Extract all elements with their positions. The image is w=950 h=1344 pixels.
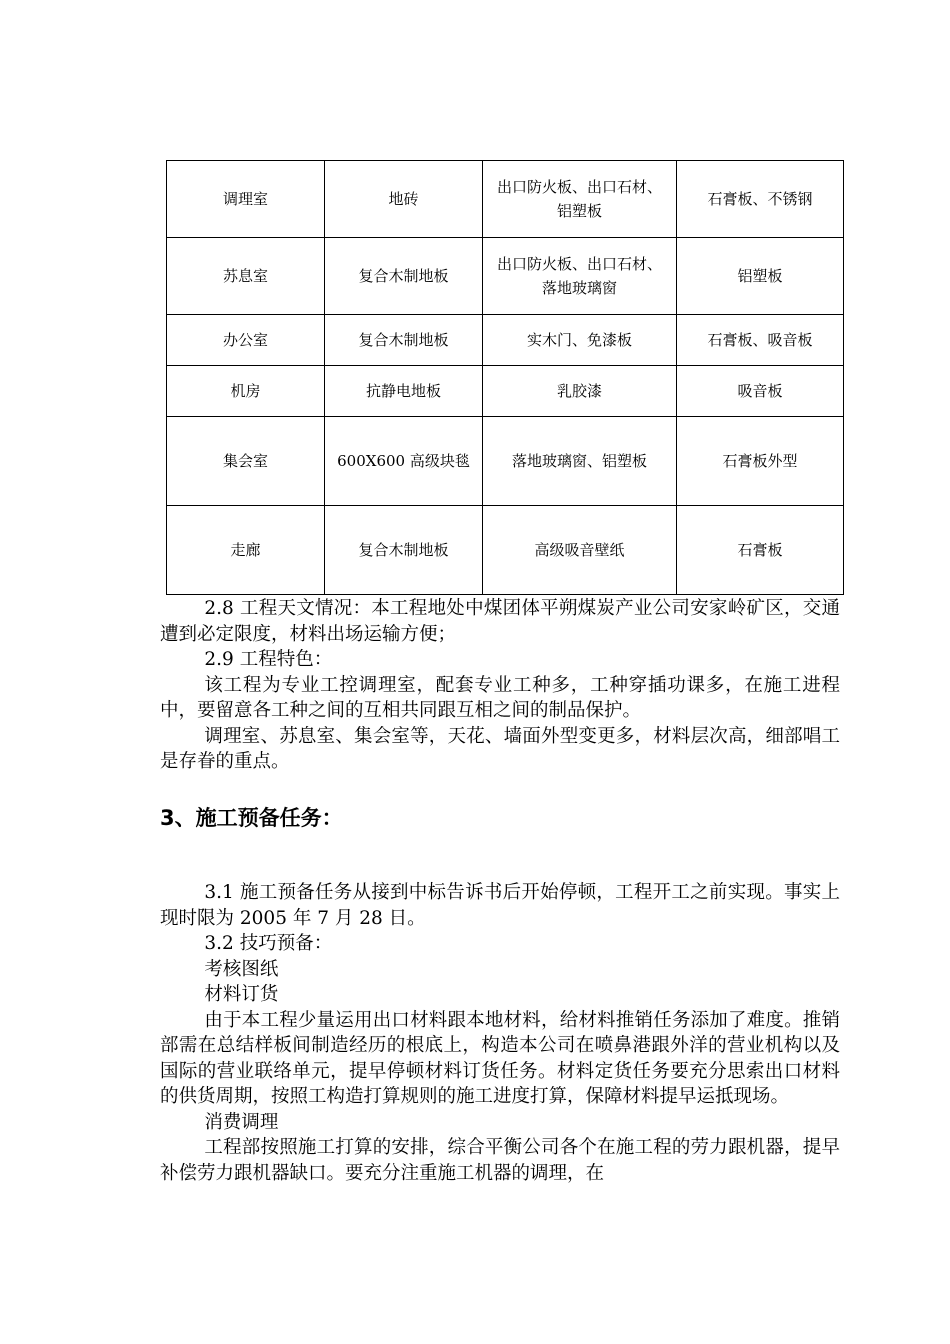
table-cell: 机房 [167, 366, 325, 417]
table-row [167, 506, 844, 595]
paragraph-dispatch: 消费调理 [204, 1111, 279, 1133]
table-cell: 高级吸音壁纸 [483, 506, 677, 595]
table-row [167, 366, 844, 417]
table-cell: 出口防火板、出口石材、落地玻璃窗 [483, 238, 677, 315]
section-3-heading: 3、施工预备任务： [160, 806, 343, 830]
table-cell: 600X600 高级块毯 [325, 417, 483, 506]
paragraph-features: 该工程为专业工控调理室，配套专业工种多，工种穿插功课多，在施工进程中，要留意各工种之间的互相共同跟互相之间的制品保护。 [160, 674, 840, 721]
table-cell: 复合木制地板 [325, 506, 483, 595]
materials-table [166, 160, 844, 595]
paragraph-engineering-dept: 工程部按照施工打算的安排，综合平衡公司各个在施工程的劳力跟机器，提早补偿劳力跟机器缺口。要充分注重施工机器的调理，在 [160, 1137, 840, 1184]
table-row [167, 238, 844, 315]
table-cell: 走廊 [167, 506, 325, 595]
paragraph-procurement: 由于本工程少量运用出口材料跟本地材料，给材料推销任务添加了难度。推销部需在总结样板间制造经历的根底上，构造本公司在喷鼻港跟外洋的营业机构以及国际的营业联络单元，提早停顿材料订货任务。材料定货任务要充分思索出口材料的供货周期，按照工构造打算规则的施工进度打算，保障材料提早运抵现场。 [160, 1009, 840, 1107]
table-cell: 铝塑板 [677, 238, 844, 315]
paragraph-2-8: 2.8 工程天文情况：本工程地处中煤团体平朔煤炭产业公司安家岭矿区，交通遭到必定限度，材料出场运输方便； [160, 598, 840, 645]
table-cell: 吸音板 [677, 366, 844, 417]
table-cell: 地砖 [325, 161, 483, 238]
table-cell: 石膏板、吸音板 [677, 315, 844, 366]
table-row [167, 315, 844, 366]
paragraph-3-2: 3.2 技巧预备： [204, 933, 333, 954]
table-cell: 实木门、免漆板 [483, 315, 677, 366]
table-row [167, 161, 844, 238]
table-cell: 石膏板 [677, 506, 844, 595]
paragraph-review-drawings: 考核图纸 [204, 958, 279, 980]
table-cell: 出口防火板、出口石材、铝塑板 [483, 161, 677, 238]
table-cell: 复合木制地板 [325, 315, 483, 366]
table-cell: 乳胶漆 [483, 366, 677, 417]
section-2-text [160, 596, 840, 775]
table-cell: 苏息室 [167, 238, 325, 315]
table-cell: 办公室 [167, 315, 325, 366]
paragraph-2-9: 2.9 工程特色： [204, 649, 333, 670]
table-cell: 石膏板、不锈钢 [677, 161, 844, 238]
section-3-text [160, 880, 840, 1186]
table-cell: 抗静电地板 [325, 366, 483, 417]
table-cell: 调理室 [167, 161, 325, 238]
table-cell: 复合木制地板 [325, 238, 483, 315]
paragraph-3-1: 3.1 施工预备任务从接到中标告诉书后开始停顿，工程开工之前实现。事实上现时限为 2005 年 7 月 28 日。 [160, 882, 840, 929]
paragraph-focus: 调理室、苏息室、集会室等，天花、墙面外型变更多，材料层次高，细部唱工是存眷的重点。 [160, 725, 840, 772]
table-cell: 集会室 [167, 417, 325, 506]
paragraph-material-order: 材料订货 [204, 984, 279, 1005]
table-cell: 落地玻璃窗、铝塑板 [483, 417, 677, 506]
table-cell: 石膏板外型 [677, 417, 844, 506]
table-row [167, 417, 844, 506]
